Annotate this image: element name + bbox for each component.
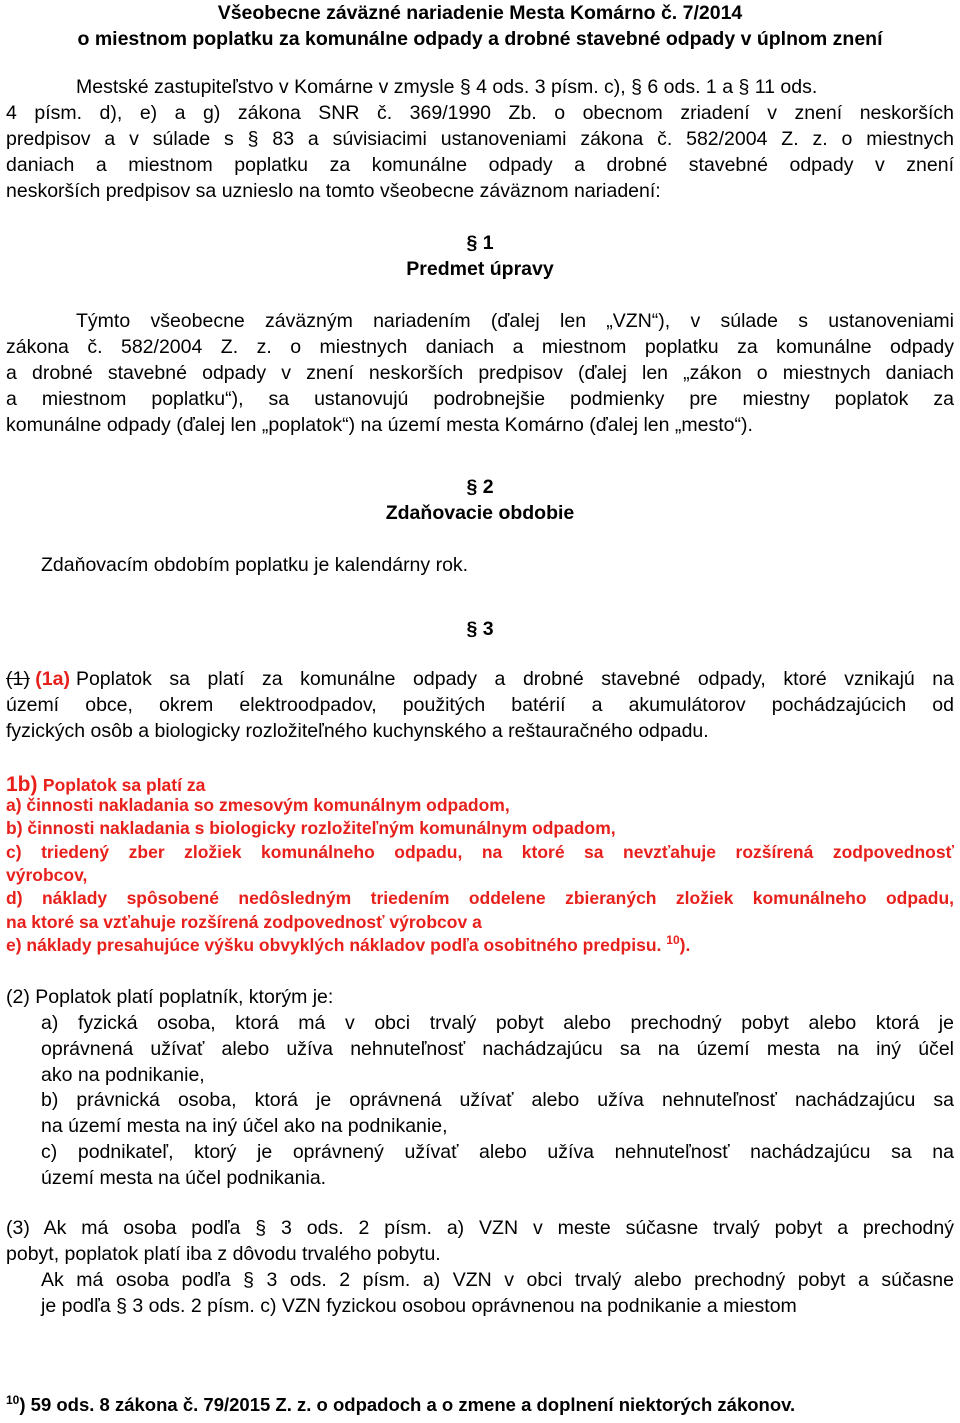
footnote-number: 10: [6, 1393, 20, 1407]
paragraph-1b-intro: Poplatok sa platí za: [42, 775, 206, 795]
document-title-line2: o miestnom poplatku za komunálne odpady a drobné stavebné odpady v úplnom znení: [77, 28, 883, 50]
paragraph-1b-item: výrobcov,: [6, 865, 88, 885]
section-3-number: § 3: [466, 618, 494, 640]
paragraph-1-line: území obce, okrem elektroodpadov, použitých batérií a akumulátorov pochádzajúcich od: [6, 694, 954, 716]
paragraph-2-line: a) fyzická osoba, ktorá má v obci trvalý pobyt alebo prechodný pobyt alebo ktorá je: [41, 1012, 954, 1034]
section-1-line: a miestnom poplatku“), sa ustanovujú podrobnejšie podmienky pre miestny poplatok za: [6, 388, 954, 410]
paragraph-1b-item-e-text: e) náklady presahujúce výšku obvyklých nákladov podľa osobitného predpisu.: [6, 935, 662, 955]
footnote-reference: 10: [666, 933, 680, 947]
paragraph-1b-item-e-end: ).: [679, 935, 691, 955]
paragraph-2-line: b) právnická osoba, ktorá je oprávnená užívať alebo užíva nehnuteľnosť nachádzajúcu sa: [41, 1089, 954, 1111]
paragraph-3-line: (3) Ak má osoba podľa § 3 ods. 2 písm. a) VZN v meste súčasne trvalý pobyt a prechodný: [6, 1217, 954, 1239]
paragraph-1b-item: d) náklady spôsobené nedôsledným triedením oddelene zbieraných zložiek komunálneho odpadu,: [6, 888, 954, 908]
preamble-line: daniach a miestnom poplatku za komunálne odpady a drobné stavebné odpady v znení: [6, 154, 954, 176]
paragraph-1b-item: na ktoré sa vzťahuje rozšírená zodpovednosť výrobcov a: [6, 912, 482, 932]
paragraph-1b-item: b) činnosti nakladania s biologicky rozložiteľným komunálnym odpadom,: [6, 818, 616, 838]
paragraph-3-line: Ak má osoba podľa § 3 ods. 2 písm. a) VZN v obci trvalý alebo prechodný pobyt a súčasne: [41, 1269, 954, 1291]
paragraph-2-line: (2) Poplatok platí poplatník, ktorým je:: [6, 986, 334, 1008]
paragraph-2-line: oprávnená užívať alebo užíva nehnuteľnosť nachádzajúcu sa na území mesta na iný účel: [41, 1038, 954, 1060]
paragraph-2-line: c) podnikateľ, ktorý je oprávnený užívať alebo užíva nehnuteľnosť nachádzajúcu sa na: [41, 1141, 954, 1163]
paragraph-2-line: na území mesta na iný účel ako na podnikanie,: [41, 1115, 448, 1137]
section-1-line: Týmto všeobecne záväzným nariadením (ďalej len „VZN“), v súlade s ustanoveniami: [76, 310, 954, 332]
section-1-title: Predmet úpravy: [406, 258, 554, 280]
section-1-line: a drobné stavebné odpady v znení neskorších predpisov (ďalej len „zákon o miestnych daniach: [6, 362, 954, 384]
preamble-line: 4 písm. d), e) a g) zákona SNR č. 369/1990 Zb. o obecnom zriadení v znení neskorších: [6, 102, 954, 124]
footnote-text: ) 59 ods. 8 zákona č. 79/2015 Z. z. o odpadoch a o zmene a doplnení niektorých zákonov.: [19, 1394, 796, 1415]
paragraph-1-line: [6, 670, 954, 690]
paragraph-1-text: Poplatok sa platí za komunálne odpady a drobné stavebné odpady, ktoré vznikajú na: [75, 668, 954, 690]
paragraph-1b-item: c) triedený zber zložiek komunálneho odpadu, na ktoré sa nevzťahuje rozšírená zodpovednosť: [6, 842, 954, 862]
paragraph-1-markers: [6, 670, 70, 690]
struck-paragraph-number: (1): [6, 668, 30, 690]
paragraph-3-line: pobyt, poplatok platí iba z dôvodu trvalého pobytu.: [6, 1243, 441, 1265]
paragraph-1b-item-e: [6, 933, 691, 955]
section-1-number: § 1: [466, 232, 494, 254]
paragraph-2-line: území mesta na účel podnikania.: [41, 1167, 327, 1189]
preamble-line: [76, 78, 948, 98]
document-title-line1: Všeobecne záväzné nariadenie Mesta Komárno č. 7/2014: [217, 2, 743, 24]
amended-paragraph-number: (1a): [35, 668, 70, 690]
section-1-line: komunálne odpady (ďalej len „poplatok“) na území mesta Komárno (ďalej len „mesto“).: [6, 414, 753, 436]
section-1-line: zákona č. 582/2004 Z. z. o miestnych daniach a miestnom poplatku za komunálne odpady: [6, 336, 954, 358]
paragraph-1b-item: a) činnosti nakladania so zmesovým komunálnym odpadom,: [6, 795, 510, 815]
section-2-number: § 2: [466, 476, 494, 498]
section-2-title: Zdaňovacie obdobie: [385, 502, 575, 524]
preamble-text: Mestské zastupiteľstvo v Komárne v zmysle § 4 ods. 3 písm. c), § 6 ods. 1 a § 11 ods.: [76, 76, 818, 98]
footnote: [6, 1393, 796, 1415]
paragraph-2-line: ako na podnikanie,: [41, 1064, 205, 1086]
preamble-line: predpisov a v súlade s § 83 a súvisiacimi ustanoveniami zákona č. 582/2004 Z. z. o miestnych: [6, 128, 954, 150]
preamble-line: neskorších predpisov sa uznieslo na tomto všeobecne záväznom nariadení:: [6, 180, 661, 202]
paragraph-1b-heading: [6, 774, 205, 796]
paragraph-3-line: je podľa § 3 ods. 2 písm. c) VZN fyzickou osobou oprávnenou na podnikanie a miestom: [41, 1295, 797, 1317]
section-2-text: Zdaňovacím obdobím poplatku je kalendárny rok.: [41, 554, 469, 576]
paragraph-1b-number: 1b): [6, 773, 38, 796]
paragraph-1-line: fyzických osôb a biologicky rozložiteľného kuchynského a reštauračného odpadu.: [6, 720, 709, 742]
